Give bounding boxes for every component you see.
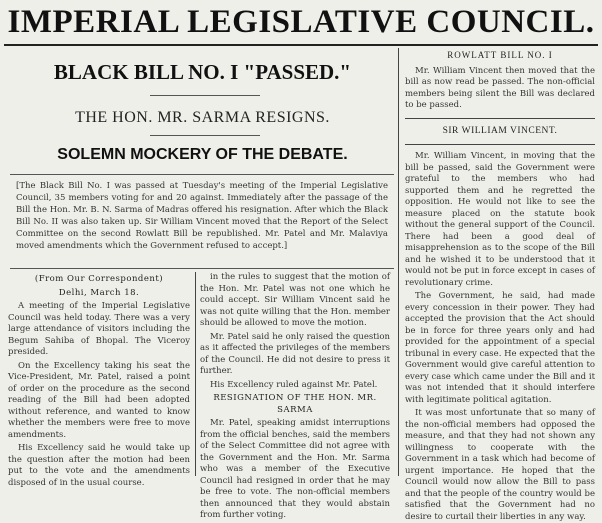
column-divider-left <box>195 272 196 476</box>
column-a <box>8 272 190 488</box>
column-b <box>200 272 390 520</box>
intro-paragraph: [The Black Bill No. I was passed at Tuesday's meeting of the Imperial Legislative Council, 35 members voting for and 20 against. Immediately after the passage of the Bill the Hon. Mr. B. N. Sarma of Madras offered his resignation. After which the Black Bill No. II was also taken up. Sir William Vincent moved that the Report of the Select Committee on the second Rowlatt Bill be republished. Mr. Patel and Mr. Malaviya moved amendments which the Government refused to accept.] <box>16 181 388 251</box>
column-a-paragraph: His Excellency said he would take up the question after the motion had been put to the vote and the amendments disposed of in the usual course. <box>8 443 190 488</box>
vincent-head-box <box>405 118 595 146</box>
column-c-paragraph: Mr. William Vincent, in moving that the bill be passed, said the Government were grateful to the members who had supported them and he regretted the opposition. He would not like to see the measure placed on the statute book without the general support of the Council. There had been a good deal of misapprehension as to the scope of the Bill and he wished it to be understood that it would not be put in force except in cases of revolutionary crime. <box>405 151 595 288</box>
intro-bottom-rule <box>10 268 394 269</box>
masthead-rule <box>4 44 598 46</box>
rowlatt-bill-head: ROWLATT BILL NO. I <box>447 50 553 60</box>
masthead-title: IMPERIAL LEGISLATIVE COUNCIL. <box>7 4 595 40</box>
column-divider-right <box>398 48 399 476</box>
column-b-paragraph: in the rules to suggest that the motion of the Hon. Mr. Patel was not one which he could accept. Sir William Vincent said he was not quite willing that the Hon. member should be allowed to move the motion. <box>200 272 390 328</box>
column-b-paragraph: Mr. Patel, speaking amidst interruptions from the official benches, said the members of the Select Committee did not agree with the Government and the Hon. Mr. Sarma who was a member of the Executive Council had resigned in order that he may be free to vote. The non-official members then announced that they would abstain from further voting. <box>200 418 390 520</box>
correspondent-label: (From Our Correspondent) <box>34 274 164 284</box>
column-a-paragraph: A meeting of the Imperial Legislative Council was held today. There was a very large attendance of visitors including the Begum Sahiba of Bhopal. The Viceroy presided. <box>8 301 190 357</box>
column-c-paragraph: The Government, he said, had made every concession in their power. They had accepted the provision that the Act should be in force for three years only and had provided for the appointment of a special tribunal in every case. He expected that the Government would give careful attention to every case which came under the Bill and it was not intended that it should interfere with legitimate political agitation. <box>405 291 595 405</box>
dateline: Delhi, March 18. <box>58 287 140 298</box>
headline: BLACK BILL NO. I "PASSED." <box>53 60 352 84</box>
subhead-rule <box>150 135 260 136</box>
subhead-mockery: SOLEMN MOCKERY OF THE DEBATE. <box>57 146 348 163</box>
headline-rule <box>150 95 260 96</box>
column-c-paragraph: Mr. William Vincent then moved that the bill as now read be passed. The non-official members being silent the Bill was declared to be passed. <box>405 65 595 110</box>
resignation-section-head: RESIGNATION OF THE HON. MR. SARMA <box>213 393 377 415</box>
column-b-paragraph: His Excellency ruled against Mr. Patel. <box>210 379 378 390</box>
vincent-section-head: SIR WILLIAM VINCENT. <box>442 125 558 136</box>
column-c <box>405 48 595 522</box>
intro-top-rule <box>10 174 394 175</box>
column-a-paragraph: On the Excellency taking his seat the Vice-President, Mr. Patel, raised a point of order on the procedure as the second reading of the Bill had been adopted without reference, and wanted to know whether the members were free to move amendments. <box>8 360 190 440</box>
column-b-paragraph: Mr. Patel said he only raised the question as it affected the privileges of the members of the Council. He did not desire to press it further. <box>200 331 390 376</box>
column-c-paragraph: It was most unfortunate that so many of the non-official members had opposed the measure, and that they had not shown any willingness to cooperate with the Government in a task which had become of urgent importance. He hoped that the Council would now allow the Bill to pass and that the people of the country would be satisfied that the Government had no desire to curtail their liberties in any way. <box>405 408 595 522</box>
subhead-resign: THE HON. MR. SARMA RESIGNS. <box>75 109 330 126</box>
